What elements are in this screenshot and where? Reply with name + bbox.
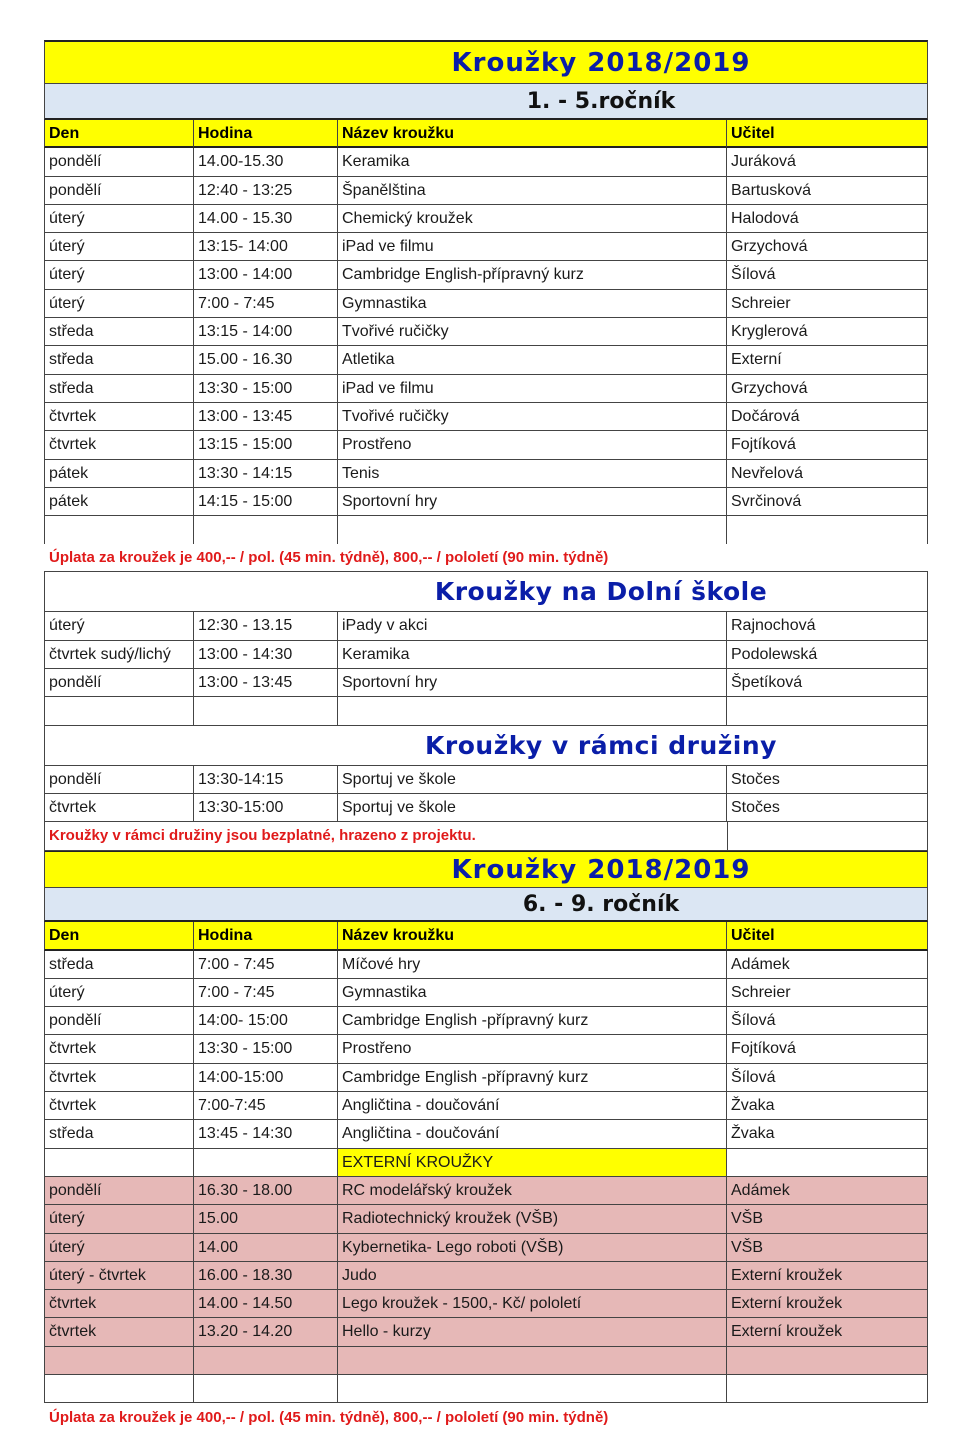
cell-ucitel: Fojtíková [727, 1035, 928, 1063]
cell-hodina: 13:00 - 14:30 [194, 641, 338, 669]
table-row [44, 233, 928, 261]
table-row [44, 148, 928, 176]
table-row [44, 177, 928, 205]
header-nazev: Název kroužku [338, 922, 727, 950]
cell-nazev: Tvořivé ručičky [338, 318, 727, 346]
cell-nazev: Lego kroužek - 1500,- Kč/ pololetí [338, 1290, 727, 1318]
section3-title: Kroužky v rámci družiny [425, 730, 777, 760]
cell-den: úterý [44, 612, 194, 640]
cell-hodina: 13:15- 14:00 [194, 233, 338, 261]
cell-ucitel: Žvaka [727, 1092, 928, 1120]
cell-ucitel: Externí kroužek [727, 1318, 928, 1346]
table-row [44, 403, 928, 431]
cell-den: čtvrtek [44, 403, 194, 431]
cell-ucitel: Šílová [727, 1007, 928, 1035]
table-row [44, 431, 928, 459]
cell-hodina: 13:15 - 15:00 [194, 431, 338, 459]
cell-nazev: Sportovní hry [338, 669, 727, 697]
section4-title-band [44, 850, 928, 888]
cell-nazev: Sportuj ve škole [338, 766, 727, 794]
cell-den: čtvrtek [44, 794, 194, 822]
cell-nazev: Chemický kroužek [338, 205, 727, 233]
cell-den: středa [44, 951, 194, 979]
section4-rows [44, 951, 928, 1149]
cell-den: čtvrtek [44, 1064, 194, 1092]
section3-rows [44, 766, 928, 823]
cell-den: čtvrtek [44, 1035, 194, 1063]
cell-hodina: 13:45 - 14:30 [194, 1120, 338, 1148]
cell-nazev: Sportovní hry [338, 488, 727, 516]
table-row [44, 641, 928, 669]
cell-den: středa [44, 346, 194, 374]
cell-ucitel: Adámek [727, 951, 928, 979]
table-row [44, 205, 928, 233]
cell-den: pondělí [44, 177, 194, 205]
cell-den: čtvrtek [44, 431, 194, 459]
cell-den: středa [44, 318, 194, 346]
cell-nazev: Angličtina - doučování [338, 1120, 727, 1148]
table-row [44, 1120, 928, 1148]
cell-den: pondělí [44, 669, 194, 697]
cell-hodina: 13:30 - 15:00 [194, 375, 338, 403]
cell-ucitel: Šílová [727, 1064, 928, 1092]
cell-ucitel: Žvaka [727, 1120, 928, 1148]
cell-nazev: Gymnastika [338, 979, 727, 1007]
external-empty-row [44, 1347, 928, 1375]
cell-hodina: 13:00 - 13:45 [194, 669, 338, 697]
section3-free-note: Kroužky v rámci družiny jsou bezplatné, hrazeno z projektu. [44, 822, 727, 851]
cell-ucitel: Rajnochová [727, 612, 928, 640]
cell-nazev: Prostřeno [338, 1035, 727, 1063]
cell-den: pátek [44, 460, 194, 488]
section4-fee-note: Úplata za kroužek je 400,-- / pol. (45 min. týdně), 800,-- / pololetí (90 min. týdně) [49, 1408, 609, 1426]
cell-hodina: 14.00 - 14.50 [194, 1290, 338, 1318]
table-row [44, 1234, 928, 1262]
cell-hodina: 13:30-14:15 [194, 766, 338, 794]
table-row [44, 766, 928, 794]
header-nazev: Název kroužku [338, 120, 727, 148]
cell-den: pátek [44, 488, 194, 516]
cell-hodina: 12:40 - 13:25 [194, 177, 338, 205]
section2-title: Kroužky na Dolní škole [434, 577, 768, 607]
table-row [44, 460, 928, 488]
table-row [44, 318, 928, 346]
cell-den: pondělí [44, 1177, 194, 1205]
external-label-row [44, 1149, 928, 1177]
cell-hodina: 7:00-7:45 [194, 1092, 338, 1120]
section1-subtitle: 1. - 5.ročník [44, 84, 928, 120]
cell-ucitel: Podolewská [727, 641, 928, 669]
cell-nazev: Prostřeno [338, 431, 727, 459]
cell-den: úterý [44, 1234, 194, 1262]
cell-nazev: Tenis [338, 460, 727, 488]
cell-den: čtvrtek [44, 1318, 194, 1346]
section1-fee-note: Úplata za kroužek je 400,-- / pol. (45 min. týdně), 800,-- / pololetí (90 min. týdně) [44, 544, 928, 572]
cell-hodina: 13:30 - 15:00 [194, 1035, 338, 1063]
table-row [44, 669, 928, 697]
cell-nazev: iPad ve filmu [338, 375, 727, 403]
cell-den: úterý [44, 205, 194, 233]
cell-den: úterý [44, 1205, 194, 1233]
cell-ucitel: Juráková [727, 148, 928, 176]
cell-ucitel: Externí [727, 346, 928, 374]
cell-den: středa [44, 1120, 194, 1148]
cell-hodina: 13:00 - 13:45 [194, 403, 338, 431]
section2-title-band [44, 572, 928, 612]
table-row [44, 1262, 928, 1290]
cell-ucitel: Bartusková [727, 177, 928, 205]
cell-den: pondělí [44, 148, 194, 176]
cell-ucitel: VŠB [727, 1205, 928, 1233]
cell-ucitel: Stočes [727, 766, 928, 794]
cell-ucitel: Grzychová [727, 375, 928, 403]
cell-ucitel: Externí kroužek [727, 1262, 928, 1290]
cell-nazev: RC modelářský kroužek [338, 1177, 727, 1205]
table-row [44, 612, 928, 640]
table-row [44, 794, 928, 822]
table-row [44, 375, 928, 403]
header-ucitel: Učitel [727, 922, 928, 950]
schedule-sheet [44, 40, 928, 1431]
table-row [44, 1007, 928, 1035]
section2-empty-row [44, 697, 928, 725]
cell-ucitel: Grzychová [727, 233, 928, 261]
cell-ucitel: Fojtíková [727, 431, 928, 459]
cell-ucitel: Schreier [727, 290, 928, 318]
cell-ucitel: Stočes [727, 794, 928, 822]
cell-ucitel: VŠB [727, 1234, 928, 1262]
cell-hodina: 13:15 - 14:00 [194, 318, 338, 346]
cell-hodina: 15.00 [194, 1205, 338, 1233]
cell-nazev: Keramika [338, 148, 727, 176]
section3-note-row [44, 822, 928, 850]
external-rows [44, 1177, 928, 1347]
cell-ucitel: Svrčinová [727, 488, 928, 516]
cell-nazev: Míčové hry [338, 951, 727, 979]
section1-empty-row [44, 516, 928, 544]
table-row [44, 951, 928, 979]
table-row [44, 488, 928, 516]
table-row [44, 979, 928, 1007]
cell-nazev: Keramika [338, 641, 727, 669]
cell-nazev: Cambridge English-přípravný kurz [338, 261, 727, 289]
cell-den: čtvrtek sudý/lichý [44, 641, 194, 669]
cell-nazev: Cambridge English -přípravný kurz [338, 1064, 727, 1092]
cell-ucitel: Nevřelová [727, 460, 928, 488]
cell-ucitel: Externí kroužek [727, 1290, 928, 1318]
cell-hodina: 13:30-15:00 [194, 794, 338, 822]
cell-nazev: Tvořivé ručičky [338, 403, 727, 431]
cell-hodina: 14:15 - 15:00 [194, 488, 338, 516]
cell-nazev: Angličtina - doučování [338, 1092, 727, 1120]
section4-subtitle: 6. - 9. ročník [44, 888, 928, 922]
cell-hodina: 14.00 - 15.30 [194, 205, 338, 233]
cell-hodina: 12:30 - 13.15 [194, 612, 338, 640]
cell-den: úterý [44, 290, 194, 318]
table-row [44, 1177, 928, 1205]
cell-nazev: Radiotechnický kroužek (VŠB) [338, 1205, 727, 1233]
cell-den: úterý - čtvrtek [44, 1262, 194, 1290]
cell-ucitel: Šílová [727, 261, 928, 289]
cell-nazev: Sportuj ve škole [338, 794, 727, 822]
cell-nazev: Judo [338, 1262, 727, 1290]
cell-hodina: 14.00-15.30 [194, 148, 338, 176]
header-den: Den [44, 120, 194, 148]
cell-den: úterý [44, 233, 194, 261]
cell-ucitel: Dočárová [727, 403, 928, 431]
table-row [44, 1290, 928, 1318]
cell-nazev: Cambridge English -přípravný kurz [338, 1007, 727, 1035]
table-row [44, 290, 928, 318]
cell-hodina: 7:00 - 7:45 [194, 290, 338, 318]
cell-hodina: 13:00 - 14:00 [194, 261, 338, 289]
header-den: Den [44, 922, 194, 950]
table-row [44, 1318, 928, 1346]
header-ucitel: Učitel [727, 120, 928, 148]
external-label: EXTERNÍ KROUŽKY [338, 1149, 727, 1177]
cell-den: středa [44, 375, 194, 403]
cell-ucitel: Špetíková [727, 669, 928, 697]
cell-hodina: 7:00 - 7:45 [194, 951, 338, 979]
cell-ucitel: Schreier [727, 979, 928, 1007]
cell-den: čtvrtek [44, 1290, 194, 1318]
section4-header-row [44, 922, 928, 950]
table-row [44, 1064, 928, 1092]
section2-rows [44, 612, 928, 697]
section1-rows [44, 148, 928, 516]
cell-hodina: 14:00-15:00 [194, 1064, 338, 1092]
cell-ucitel: Kryglerová [727, 318, 928, 346]
section1-title-band [44, 40, 928, 84]
section3-title-band [44, 726, 928, 766]
cell-hodina: 13:30 - 14:15 [194, 460, 338, 488]
cell-nazev: Gymnastika [338, 290, 727, 318]
cell-den: úterý [44, 979, 194, 1007]
cell-hodina: 14:00- 15:00 [194, 1007, 338, 1035]
cell-nazev: Hello - kurzy [338, 1318, 727, 1346]
cell-nazev: Španělština [338, 177, 727, 205]
table-row [44, 261, 928, 289]
cell-hodina: 7:00 - 7:45 [194, 979, 338, 1007]
section1-title: Kroužky 2018/2019 [451, 47, 751, 78]
table-row [44, 1205, 928, 1233]
table-row [44, 346, 928, 374]
cell-ucitel: Adámek [727, 1177, 928, 1205]
cell-nazev: Kybernetika- Lego roboti (VŠB) [338, 1234, 727, 1262]
section4-empty-row [44, 1375, 928, 1403]
cell-hodina: 16.00 - 18.30 [194, 1262, 338, 1290]
cell-den: pondělí [44, 766, 194, 794]
cell-nazev: iPady v akci [338, 612, 727, 640]
cell-hodina: 15.00 - 16.30 [194, 346, 338, 374]
cell-nazev: Atletika [338, 346, 727, 374]
table-row [44, 1092, 928, 1120]
cell-den: pondělí [44, 1007, 194, 1035]
cell-den: úterý [44, 261, 194, 289]
cell-nazev: iPad ve filmu [338, 233, 727, 261]
section1-header-row [44, 120, 928, 148]
header-hodina: Hodina [194, 120, 338, 148]
cell-hodina: 13.20 - 14.20 [194, 1318, 338, 1346]
table-row [44, 1035, 928, 1063]
cell-hodina: 14.00 [194, 1234, 338, 1262]
section4-title: Kroužky 2018/2019 [451, 854, 751, 885]
cell-ucitel: Halodová [727, 205, 928, 233]
cell-den: čtvrtek [44, 1092, 194, 1120]
cell-hodina: 16.30 - 18.00 [194, 1177, 338, 1205]
header-hodina: Hodina [194, 922, 338, 950]
